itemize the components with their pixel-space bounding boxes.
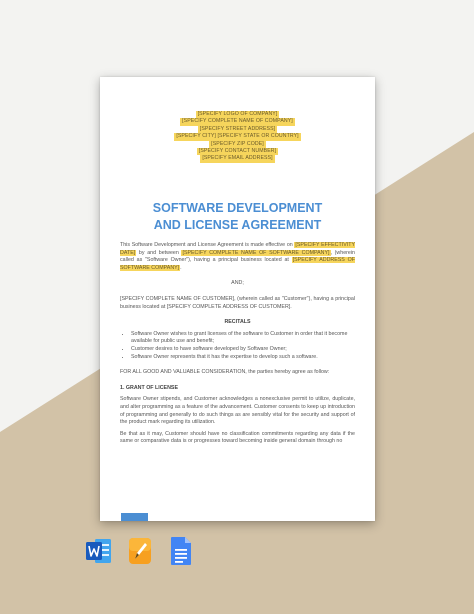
placeholder-street-address: [SPECIFY STREET ADDRESS] [199, 125, 276, 132]
intro-text-3: , (wherein called as "Software Owner"), having a principal business located at [120, 249, 355, 264]
word-icon[interactable] [86, 536, 110, 566]
intro-text-4: . [180, 264, 182, 271]
recitals-heading: RECITALS [224, 319, 251, 326]
placeholder-company-name: [SPECIFY COMPLETE NAME OF COMPANY] [182, 118, 293, 125]
recital-item: • Software Owner wishes to grant licenses of the software to Customer in order that it become available for public use and benefit; [131, 331, 355, 346]
placeholder-logo: [SPECIFY LOGO OF COMPANY] [197, 111, 278, 117]
google-docs-icon[interactable] [170, 536, 194, 566]
intro-highlight-company: [SPECIFY COMPLETE NAME OF SOFTWARE COMPANY] [182, 249, 330, 256]
intro-text-1: This Software Development and License Agreement is made effective on [120, 242, 295, 248]
intro-text-2: by and between [136, 249, 182, 256]
placeholder-zip-code: [SPECIFY ZIP CODE] [211, 140, 264, 147]
company-placeholders [100, 111, 375, 163]
intro-paragraph [120, 242, 355, 272]
placeholder-email-address: [SPECIFY EMAIL ADDRESS] [202, 155, 273, 162]
section1-paragraph-2: Be that as it may, Customer should have no classification commitments regarding any data if the same or comparative data is or progresses toward becoming inside general domain through no [120, 430, 355, 445]
document-title-line1: SOFTWARE DEVELOPMENT [152, 201, 323, 215]
section1-heading: 1. GRANT OF LICENSE [120, 384, 178, 391]
document-preview [100, 77, 375, 521]
recital-item: • Software Owner represents that it has the expertise to develop such a software. [131, 354, 355, 362]
document-title-line2: AND LICENSE AGREEMENT [153, 217, 322, 232]
consideration-paragraph: FOR ALL GOOD AND VALUABLE CONSIDERATION, the parties hereby agree as follow: [120, 369, 330, 376]
pages-icon[interactable] [128, 536, 152, 566]
format-icons [86, 536, 194, 566]
page-tab-marker [121, 513, 148, 521]
section1-paragraph-1: Software Owner stipends, and Customer acknowledges a nonexclusive permit to utilize, duplicate, and alter programming as a feature of the advancement. Customer consents to keep up introduction of programming and generally to do such things as are sensibly vital for the security and support of the product mark regarding its utilization. [120, 396, 355, 426]
document-body [120, 242, 355, 446]
document-title [100, 200, 375, 233]
placeholder-contact-number: [SPECIFY CONTACT NUMBER] [198, 148, 277, 155]
intro-highlight-date: [SPECIFY EFFECTIVITY DATE] [120, 242, 355, 256]
intro-highlight-address: [SPECIFY ADDRESS OF SOFTWARE COMPANY] [120, 257, 355, 271]
recital-item: • Customer desires to have software developed by Software Owner; [131, 346, 355, 354]
recitals-list [120, 331, 355, 361]
customer-paragraph: [SPECIFY COMPLETE NAME OF CUSTOMER], (wherein called as "Customer"), having a principal business located at [SPECIFY COMPLETE ADDRESS OF CUSTOMER]. [120, 295, 355, 310]
placeholder-city-state: [SPECIFY CITY] [SPECIFY STATE OR COUNTRY] [176, 133, 299, 140]
and-text: AND; [231, 280, 244, 287]
